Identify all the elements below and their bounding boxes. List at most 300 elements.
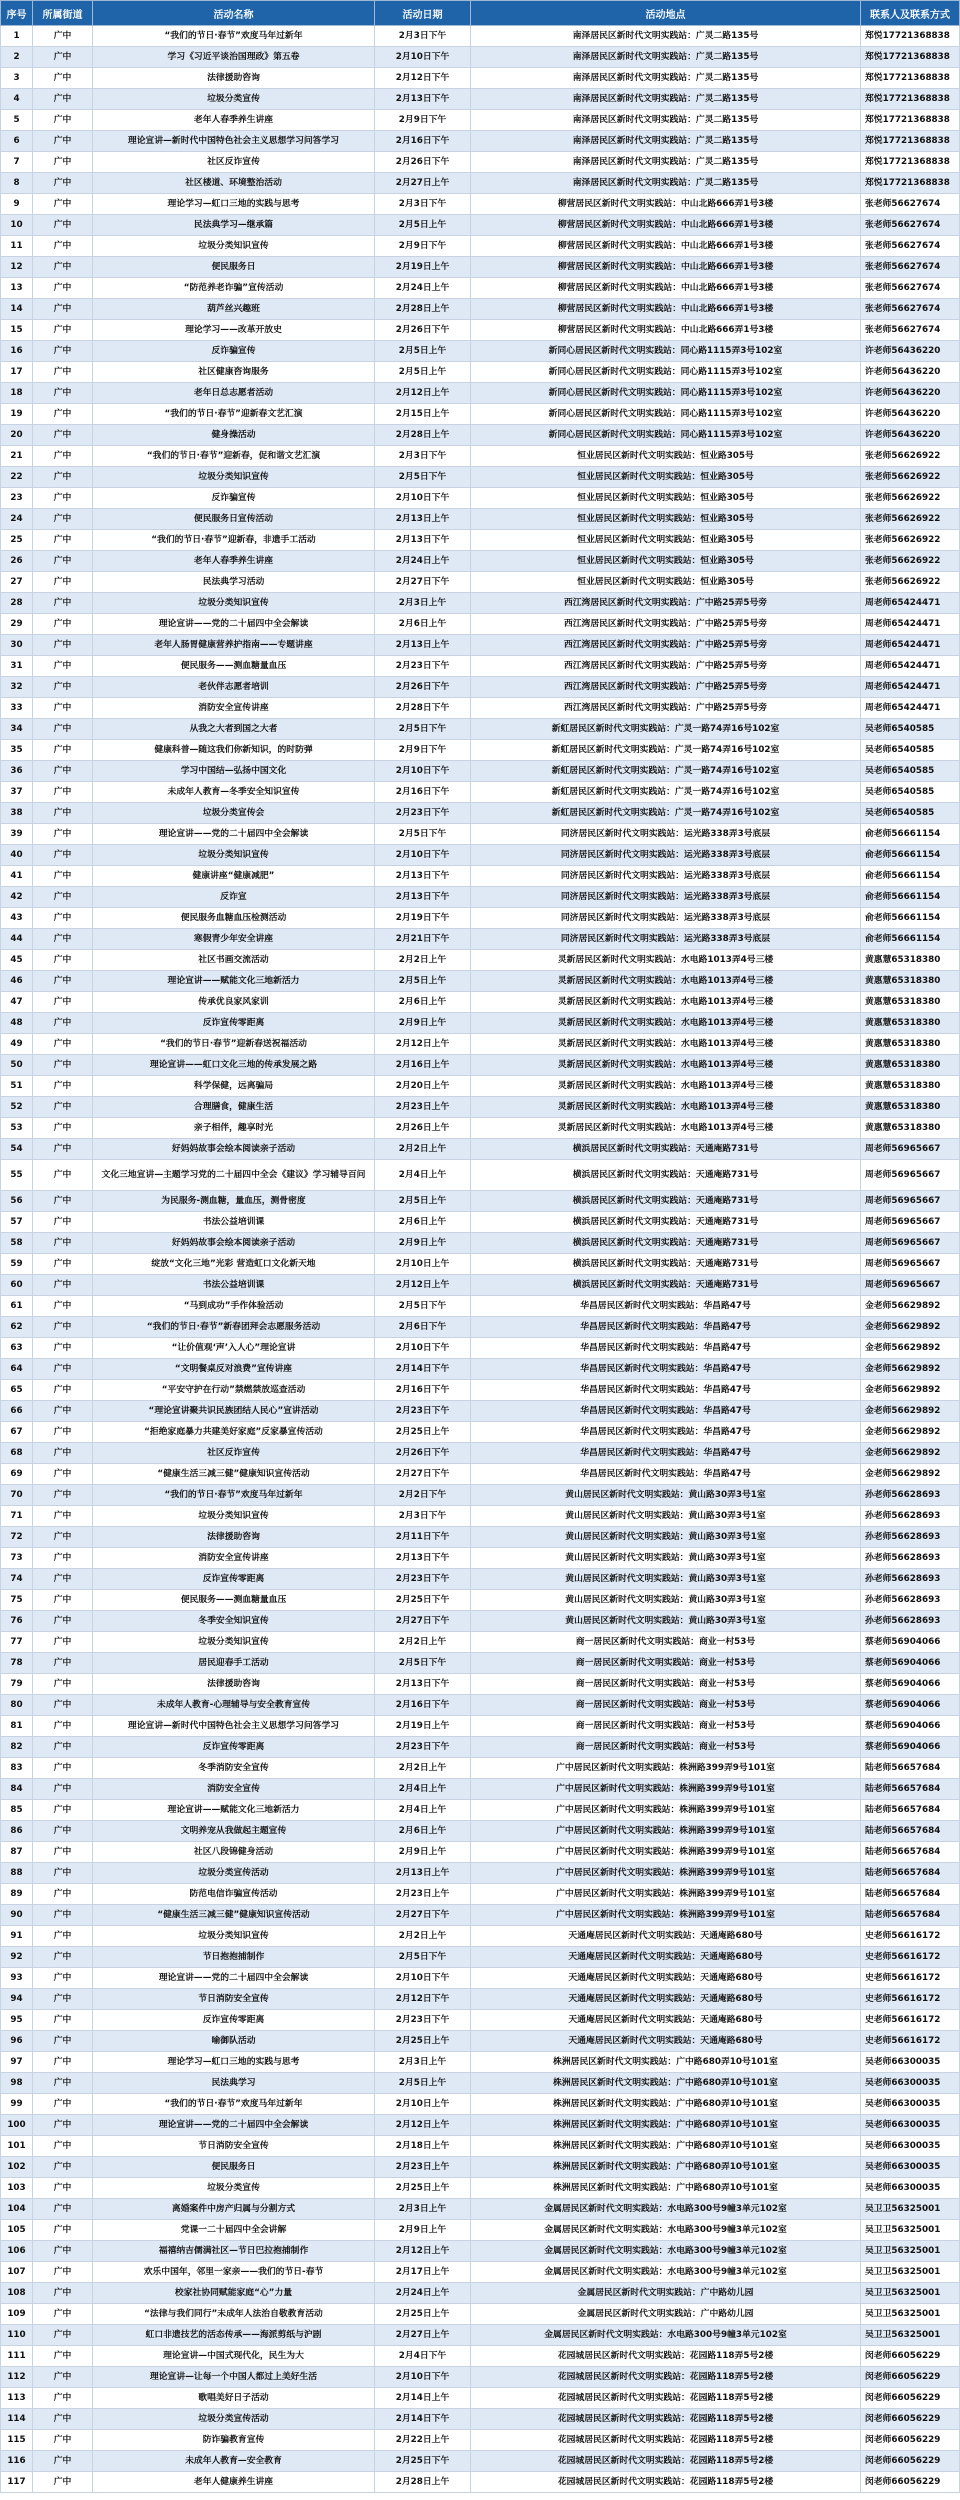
row-contact-cell: 郑悦17721368838 xyxy=(861,173,960,194)
row-date-cell: 2月21日下午 xyxy=(375,929,471,950)
row-location-cell: 广中居民区新时代文明实践站：株洲路399弄9号101室 xyxy=(471,1821,861,1842)
row-contact-cell: 孙老师56628693 xyxy=(861,1611,960,1632)
row-contact-cell: 金老师56629892 xyxy=(861,1443,960,1464)
row-street-cell: 广中 xyxy=(33,509,93,530)
row-location-cell: 商一居民区新时代文明实践站：商业一村53号 xyxy=(471,1653,861,1674)
row-activity-name-cell: 老年人健康养生讲座 xyxy=(93,2472,375,2493)
row-activity-name-cell: 民法典学习活动 xyxy=(93,572,375,593)
row-street-cell: 广中 xyxy=(33,2010,93,2031)
table-row xyxy=(1,782,960,803)
row-street-cell: 广中 xyxy=(33,1905,93,1926)
table-row xyxy=(1,866,960,887)
row-date-cell: 2月23日下午 xyxy=(375,1401,471,1422)
row-date-cell: 2月5日下午 xyxy=(375,467,471,488)
row-contact-cell: 吴卫卫56325001 xyxy=(861,2325,960,2346)
row-activity-name-cell: “我们的节日·春节”欢度马年过新年 xyxy=(93,2094,375,2115)
table-row xyxy=(1,257,960,278)
row-activity-name-cell: 好妈妈故事会绘本阅读亲子活动 xyxy=(93,1233,375,1254)
row-date-cell: 2月3日上午 xyxy=(375,593,471,614)
row-street-cell: 广中 xyxy=(33,1212,93,1233)
table-row xyxy=(1,1338,960,1359)
row-index-cell: 9 xyxy=(1,194,33,215)
row-street-cell: 广中 xyxy=(33,2178,93,2199)
row-activity-name-cell: 便民服务血糖血压检测活动 xyxy=(93,908,375,929)
row-location-cell: 新虹居民区新时代文明实践站：广灵一路74弄16号102室 xyxy=(471,782,861,803)
row-street-cell: 广中 xyxy=(33,929,93,950)
row-contact-cell: 吴老师6540585 xyxy=(861,740,960,761)
row-date-cell: 2月3日上午 xyxy=(375,2199,471,2220)
row-contact-cell: 吴卫卫56325001 xyxy=(861,2304,960,2325)
row-location-cell: 金属居民区新时代文明实践站：水电路300号9幢3单元102室 xyxy=(471,2199,861,2220)
row-activity-name-cell: 节日消防安全宣传 xyxy=(93,1989,375,2010)
row-activity-name-cell: “健康生活三减三健”健康知识宣传活动 xyxy=(93,1464,375,1485)
row-location-cell: 新虹居民区新时代文明实践站：广灵一路74弄16号102室 xyxy=(471,803,861,824)
row-location-cell: 横浜居民区新时代文明实践站：天通庵路731号 xyxy=(471,1275,861,1296)
row-contact-cell: 周老师65424471 xyxy=(861,593,960,614)
row-index-cell: 14 xyxy=(1,299,33,320)
row-location-cell: 西江湾居民区新时代文明实践站：广中路25弄5号旁 xyxy=(471,635,861,656)
row-contact-cell: 郑悦17721368838 xyxy=(861,110,960,131)
row-index-cell: 94 xyxy=(1,1989,33,2010)
row-activity-name-cell: 虹口非遗技艺的活态传承——海派剪纸与沪剧 xyxy=(93,2325,375,2346)
row-street-cell: 广中 xyxy=(33,1611,93,1632)
table-row xyxy=(1,2178,960,2199)
row-index-cell: 30 xyxy=(1,635,33,656)
row-activity-name-cell: 社区书画交流活动 xyxy=(93,950,375,971)
row-date-cell: 2月3日下午 xyxy=(375,26,471,47)
row-activity-name-cell: 民法典学习—继承篇 xyxy=(93,215,375,236)
row-date-cell: 2月25日下午 xyxy=(375,1590,471,1611)
table-row xyxy=(1,2199,960,2220)
row-street-cell: 广中 xyxy=(33,2325,93,2346)
row-index-cell: 17 xyxy=(1,362,33,383)
row-contact-cell: 张老师56627674 xyxy=(861,320,960,341)
row-location-cell: 广中居民区新时代文明实践站：株洲路399弄9号101室 xyxy=(471,1779,861,1800)
table-row xyxy=(1,47,960,68)
row-location-cell: 新虹居民区新时代文明实践站：广灵一路74弄16号102室 xyxy=(471,740,861,761)
row-location-cell: 金属居民区新时代文明实践站：水电路300号9幢3单元102室 xyxy=(471,2325,861,2346)
row-index-cell: 26 xyxy=(1,551,33,572)
row-street-cell: 广中 xyxy=(33,1359,93,1380)
row-activity-name-cell: “我们的节日·春节”迎新春，非遗手工活动 xyxy=(93,530,375,551)
row-date-cell: 2月16日上午 xyxy=(375,1055,471,1076)
row-activity-name-cell: 民法典学习 xyxy=(93,2073,375,2094)
row-date-cell: 2月23日下午 xyxy=(375,2010,471,2031)
row-index-cell: 111 xyxy=(1,2346,33,2367)
row-location-cell: 同济居民区新时代文明实践站：运光路338弄3号底层 xyxy=(471,866,861,887)
row-contact-cell: 史老师56616172 xyxy=(861,1968,960,1989)
row-activity-name-cell: 理论宣讲—中国式现代化，民生为大 xyxy=(93,2346,375,2367)
row-date-cell: 2月23日下午 xyxy=(375,803,471,824)
row-index-cell: 113 xyxy=(1,2388,33,2409)
table-row xyxy=(1,1275,960,1296)
row-location-cell: 恒业居民区新时代文明实践站：恒业路305号 xyxy=(471,446,861,467)
header-index: 序号 xyxy=(1,1,33,26)
row-activity-name-cell: 反诈宣传零距离 xyxy=(93,1569,375,1590)
row-index-cell: 57 xyxy=(1,1212,33,1233)
table-row xyxy=(1,845,960,866)
row-index-cell: 64 xyxy=(1,1359,33,1380)
row-location-cell: 黄山居民区新时代文明实践站：黄山路30弄3号1室 xyxy=(471,1485,861,1506)
row-street-cell: 广中 xyxy=(33,2157,93,2178)
row-location-cell: 新同心居民区新时代文明实践站：同心路1115弄3号102室 xyxy=(471,425,861,446)
row-date-cell: 2月13日上午 xyxy=(375,509,471,530)
row-date-cell: 2月10日下午 xyxy=(375,1968,471,1989)
row-street-cell: 广中 xyxy=(33,1653,93,1674)
row-date-cell: 2月3日上午 xyxy=(375,2052,471,2073)
row-index-cell: 72 xyxy=(1,1527,33,1548)
row-date-cell: 2月13日下午 xyxy=(375,1548,471,1569)
row-location-cell: 新同心居民区新时代文明实践站：同心路1115弄3号102室 xyxy=(471,362,861,383)
row-street-cell: 广中 xyxy=(33,2451,93,2472)
row-contact-cell: 吴老师6540585 xyxy=(861,761,960,782)
table-row xyxy=(1,1989,960,2010)
row-street-cell: 广中 xyxy=(33,740,93,761)
row-street-cell: 广中 xyxy=(33,845,93,866)
row-index-cell: 54 xyxy=(1,1139,33,1160)
row-location-cell: 柳营居民区新时代文明实践站：中山北路666弄1号3楼 xyxy=(471,257,861,278)
row-date-cell: 2月12日下午 xyxy=(375,68,471,89)
row-activity-name-cell: “我们的节日·春节”迎新春文艺汇演 xyxy=(93,404,375,425)
row-date-cell: 2月17日上午 xyxy=(375,2262,471,2283)
row-location-cell: 南泽居民区新时代文明实践站：广灵二路135号 xyxy=(471,26,861,47)
row-location-cell: 恒业居民区新时代文明实践站：恒业路305号 xyxy=(471,572,861,593)
row-location-cell: 新同心居民区新时代文明实践站：同心路1115弄3号102室 xyxy=(471,341,861,362)
row-location-cell: 株洲居民区新时代文明实践站：广中路680弄10号101室 xyxy=(471,2115,861,2136)
row-date-cell: 2月5日上午 xyxy=(375,341,471,362)
table-row xyxy=(1,2241,960,2262)
row-index-cell: 18 xyxy=(1,383,33,404)
row-activity-name-cell: “法律与我们同行”未成年人法治自敬教育活动 xyxy=(93,2304,375,2325)
table-row xyxy=(1,488,960,509)
row-street-cell: 广中 xyxy=(33,2073,93,2094)
table-row xyxy=(1,1233,960,1254)
row-contact-cell: 金老师56629892 xyxy=(861,1338,960,1359)
row-street-cell: 广中 xyxy=(33,2283,93,2304)
row-contact-cell: 史老师56616172 xyxy=(861,1926,960,1947)
row-index-cell: 41 xyxy=(1,866,33,887)
row-index-cell: 65 xyxy=(1,1380,33,1401)
row-date-cell: 2月23日上午 xyxy=(375,1884,471,1905)
row-contact-cell: 张老师56626922 xyxy=(861,488,960,509)
row-street-cell: 广中 xyxy=(33,1338,93,1359)
row-street-cell: 广中 xyxy=(33,2199,93,2220)
row-street-cell: 广中 xyxy=(33,2304,93,2325)
row-contact-cell: 吴老师66300035 xyxy=(861,2157,960,2178)
row-index-cell: 6 xyxy=(1,131,33,152)
row-index-cell: 63 xyxy=(1,1338,33,1359)
row-contact-cell: 蔡老师56904066 xyxy=(861,1737,960,1758)
row-index-cell: 106 xyxy=(1,2241,33,2262)
table-row xyxy=(1,1905,960,1926)
row-location-cell: 株洲居民区新时代文明实践站：广中路680弄10号101室 xyxy=(471,2136,861,2157)
row-contact-cell: 吴老师66300035 xyxy=(861,2094,960,2115)
row-street-cell: 广中 xyxy=(33,1989,93,2010)
row-contact-cell: 周老师56965667 xyxy=(861,1160,960,1191)
row-index-cell: 114 xyxy=(1,2409,33,2430)
table-row xyxy=(1,1139,960,1160)
row-contact-cell: 史老师56616172 xyxy=(861,2031,960,2052)
row-index-cell: 53 xyxy=(1,1118,33,1139)
row-street-cell: 广中 xyxy=(33,2241,93,2262)
row-street-cell: 广中 xyxy=(33,803,93,824)
table-row xyxy=(1,593,960,614)
row-location-cell: 同济居民区新时代文明实践站：运光路338弄3号底层 xyxy=(471,845,861,866)
table-row xyxy=(1,236,960,257)
row-location-cell: 灵新居民区新时代文明实践站：水电路1013弄4号三楼 xyxy=(471,992,861,1013)
row-location-cell: 天通庵居民区新时代文明实践站：天通庵路680号 xyxy=(471,2010,861,2031)
row-location-cell: 南泽居民区新时代文明实践站：广灵二路135号 xyxy=(471,152,861,173)
row-date-cell: 2月27日下午 xyxy=(375,1905,471,1926)
row-contact-cell: 黄惠慧65318380 xyxy=(861,1076,960,1097)
row-date-cell: 2月9日下午 xyxy=(375,740,471,761)
row-activity-name-cell: 垃圾分类宣传 xyxy=(93,2178,375,2199)
table-row xyxy=(1,1296,960,1317)
table-row xyxy=(1,2262,960,2283)
table-row xyxy=(1,698,960,719)
table-row xyxy=(1,1076,960,1097)
row-location-cell: 黄山居民区新时代文明实践站：黄山路30弄3号1室 xyxy=(471,1569,861,1590)
row-contact-cell: 陆老师56657684 xyxy=(861,1863,960,1884)
row-contact-cell: 吴卫卫56325001 xyxy=(861,2241,960,2262)
row-street-cell: 广中 xyxy=(33,572,93,593)
row-date-cell: 2月23日上午 xyxy=(375,2157,471,2178)
row-contact-cell: 蔡老师56904066 xyxy=(861,1716,960,1737)
table-row xyxy=(1,1254,960,1275)
row-street-cell: 广中 xyxy=(33,761,93,782)
row-date-cell: 2月13日下午 xyxy=(375,89,471,110)
row-activity-name-cell: 书法公益培训课 xyxy=(93,1212,375,1233)
row-location-cell: 横浜居民区新时代文明实践站：天通庵路731号 xyxy=(471,1233,861,1254)
row-index-cell: 83 xyxy=(1,1758,33,1779)
row-street-cell: 广中 xyxy=(33,1380,93,1401)
row-location-cell: 商一居民区新时代文明实践站：商业一村53号 xyxy=(471,1674,861,1695)
table-row xyxy=(1,1758,960,1779)
row-street-cell: 广中 xyxy=(33,1097,93,1118)
row-activity-name-cell: “理论宣讲聚共识民族团结人民心”宣讲活动 xyxy=(93,1401,375,1422)
row-street-cell: 广中 xyxy=(33,1139,93,1160)
row-activity-name-cell: 社区健康咨询服务 xyxy=(93,362,375,383)
row-street-cell: 广中 xyxy=(33,950,93,971)
row-contact-cell: 吴老师66300035 xyxy=(861,2073,960,2094)
row-location-cell: 广中居民区新时代文明实践站：株洲路399弄9号101室 xyxy=(471,1800,861,1821)
row-street-cell: 广中 xyxy=(33,173,93,194)
row-location-cell: 商一居民区新时代文明实践站：商业一村53号 xyxy=(471,1695,861,1716)
table-row xyxy=(1,1884,960,1905)
row-activity-name-cell: “健康生活三减三健”健康知识宣传活动 xyxy=(93,1905,375,1926)
row-index-cell: 4 xyxy=(1,89,33,110)
row-date-cell: 2月2日下午 xyxy=(375,1485,471,1506)
row-contact-cell: 周老师65424471 xyxy=(861,614,960,635)
row-location-cell: 花园城居民区新时代文明实践站：花园路118弄5号2楼 xyxy=(471,2409,861,2430)
row-location-cell: 天通庵居民区新时代文明实践站：天通庵路680号 xyxy=(471,1926,861,1947)
row-index-cell: 59 xyxy=(1,1254,33,1275)
row-activity-name-cell: 歌唱美好日子活动 xyxy=(93,2388,375,2409)
row-location-cell: 横浜居民区新时代文明实践站：天通庵路731号 xyxy=(471,1191,861,1212)
table-row xyxy=(1,1013,960,1034)
row-contact-cell: 吴老师66300035 xyxy=(861,2052,960,2073)
row-location-cell: 恒业居民区新时代文明实践站：恒业路305号 xyxy=(471,551,861,572)
row-date-cell: 2月3日下午 xyxy=(375,446,471,467)
row-street-cell: 广中 xyxy=(33,320,93,341)
row-date-cell: 2月5日下午 xyxy=(375,1296,471,1317)
row-date-cell: 2月27日上午 xyxy=(375,2325,471,2346)
row-index-cell: 48 xyxy=(1,1013,33,1034)
row-street-cell: 广中 xyxy=(33,1632,93,1653)
table-row xyxy=(1,2325,960,2346)
row-location-cell: 横浜居民区新时代文明实践站：天通庵路731号 xyxy=(471,1139,861,1160)
row-contact-cell: 陆老师56657684 xyxy=(861,1800,960,1821)
row-index-cell: 78 xyxy=(1,1653,33,1674)
row-location-cell: 新虹居民区新时代文明实践站：广灵一路74弄16号102室 xyxy=(471,761,861,782)
row-activity-name-cell: 反诈宣传零距离 xyxy=(93,2010,375,2031)
row-index-cell: 11 xyxy=(1,236,33,257)
row-index-cell: 87 xyxy=(1,1842,33,1863)
row-index-cell: 71 xyxy=(1,1506,33,1527)
row-date-cell: 2月5日上午 xyxy=(375,1191,471,1212)
row-contact-cell: 吴卫卫56325001 xyxy=(861,2199,960,2220)
row-activity-name-cell: 理论宣讲——赋能文化三地新活力 xyxy=(93,1800,375,1821)
row-index-cell: 56 xyxy=(1,1191,33,1212)
row-street-cell: 广中 xyxy=(33,152,93,173)
row-index-cell: 80 xyxy=(1,1695,33,1716)
row-street-cell: 广中 xyxy=(33,1076,93,1097)
row-date-cell: 2月11日下午 xyxy=(375,1527,471,1548)
row-index-cell: 52 xyxy=(1,1097,33,1118)
row-date-cell: 2月27日下午 xyxy=(375,1464,471,1485)
row-date-cell: 2月15日上午 xyxy=(375,404,471,425)
row-index-cell: 15 xyxy=(1,320,33,341)
row-date-cell: 2月13日下午 xyxy=(375,866,471,887)
table-row xyxy=(1,131,960,152)
row-index-cell: 25 xyxy=(1,530,33,551)
row-activity-name-cell: 书法公益培训课 xyxy=(93,1275,375,1296)
row-activity-name-cell: 垃圾分类知识宣传 xyxy=(93,236,375,257)
row-street-cell: 广中 xyxy=(33,299,93,320)
row-contact-cell: 吴老师6540585 xyxy=(861,719,960,740)
row-activity-name-cell: 垃圾分类知识宣传 xyxy=(93,1632,375,1653)
table-row xyxy=(1,824,960,845)
row-date-cell: 2月13日上午 xyxy=(375,635,471,656)
row-date-cell: 2月9日上午 xyxy=(375,1013,471,1034)
row-date-cell: 2月6日下午 xyxy=(375,1317,471,1338)
table-row xyxy=(1,278,960,299)
row-activity-name-cell: 理论宣讲——虹口文化三地的传承发展之路 xyxy=(93,1055,375,1076)
table-row xyxy=(1,1653,960,1674)
row-contact-cell: 许老师56436220 xyxy=(861,362,960,383)
row-location-cell: 商一居民区新时代文明实践站：商业一村53号 xyxy=(471,1632,861,1653)
row-index-cell: 27 xyxy=(1,572,33,593)
row-street-cell: 广中 xyxy=(33,1034,93,1055)
table-row xyxy=(1,1191,960,1212)
table-row xyxy=(1,614,960,635)
row-activity-name-cell: 防范电信诈骗宣传活动 xyxy=(93,1884,375,1905)
row-date-cell: 2月26日下午 xyxy=(375,320,471,341)
row-contact-cell: 俞老师56661154 xyxy=(861,908,960,929)
table-row xyxy=(1,719,960,740)
table-row xyxy=(1,152,960,173)
row-location-cell: 同济居民区新时代文明实践站：运光路338弄3号底层 xyxy=(471,824,861,845)
table-row xyxy=(1,677,960,698)
row-contact-cell: 陆老师56657684 xyxy=(861,1821,960,1842)
row-location-cell: 柳营居民区新时代文明实践站：中山北路666弄1号3楼 xyxy=(471,278,861,299)
row-street-cell: 广中 xyxy=(33,2409,93,2430)
row-street-cell: 广中 xyxy=(33,2136,93,2157)
table-row xyxy=(1,1485,960,1506)
row-activity-name-cell: 老伙伴志愿者培训 xyxy=(93,677,375,698)
row-date-cell: 2月13日上午 xyxy=(375,1863,471,1884)
table-row xyxy=(1,1055,960,1076)
row-location-cell: 南泽居民区新时代文明实践站：广灵二路135号 xyxy=(471,68,861,89)
row-activity-name-cell: 消防安全宣传讲座 xyxy=(93,698,375,719)
row-index-cell: 105 xyxy=(1,2220,33,2241)
row-contact-cell: 周老师56965667 xyxy=(861,1275,960,1296)
row-date-cell: 2月14日下午 xyxy=(375,2409,471,2430)
table-row xyxy=(1,803,960,824)
table-row xyxy=(1,1779,960,1800)
row-location-cell: 天通庵居民区新时代文明实践站：天通庵路680号 xyxy=(471,1989,861,2010)
row-index-cell: 107 xyxy=(1,2262,33,2283)
table-row xyxy=(1,194,960,215)
row-location-cell: 西江湾居民区新时代文明实践站：广中路25弄5号旁 xyxy=(471,614,861,635)
row-street-cell: 广中 xyxy=(33,257,93,278)
row-location-cell: 华昌居民区新时代文明实践站：华昌路47号 xyxy=(471,1317,861,1338)
row-contact-cell: 蔡老师56904066 xyxy=(861,1632,960,1653)
row-activity-name-cell: 未成年人教育—冬季安全知识宣传 xyxy=(93,782,375,803)
row-street-cell: 广中 xyxy=(33,2430,93,2451)
row-contact-cell: 俞老师56661154 xyxy=(861,845,960,866)
row-date-cell: 2月25日上午 xyxy=(375,1422,471,1443)
table-row xyxy=(1,320,960,341)
row-street-cell: 广中 xyxy=(33,1443,93,1464)
row-street-cell: 广中 xyxy=(33,1506,93,1527)
row-activity-name-cell: “防范养老诈骗”宣传活动 xyxy=(93,278,375,299)
row-activity-name-cell: 反诈宣 xyxy=(93,887,375,908)
row-street-cell: 广中 xyxy=(33,1947,93,1968)
row-date-cell: 2月9日上午 xyxy=(375,1233,471,1254)
row-location-cell: 灵新居民区新时代文明实践站：水电路1013弄4号三楼 xyxy=(471,1097,861,1118)
row-activity-name-cell: 社区反诈宣传 xyxy=(93,1443,375,1464)
row-activity-name-cell: 好妈妈故事会绘本阅读亲子活动 xyxy=(93,1139,375,1160)
row-street-cell: 广中 xyxy=(33,1296,93,1317)
table-row xyxy=(1,1800,960,1821)
row-activity-name-cell: 学习《习近平谈治国理政》第五卷 xyxy=(93,47,375,68)
row-index-cell: 21 xyxy=(1,446,33,467)
row-date-cell: 2月26日下午 xyxy=(375,152,471,173)
row-street-cell: 广中 xyxy=(33,68,93,89)
row-activity-name-cell: 老年人肠胃健康营养护指南——专题讲座 xyxy=(93,635,375,656)
row-location-cell: 花园城居民区新时代文明实践站：花园路118弄5号2楼 xyxy=(471,2367,861,2388)
row-date-cell: 2月9日下午 xyxy=(375,110,471,131)
row-activity-name-cell: 冬季消防安全宣传 xyxy=(93,1758,375,1779)
table-row xyxy=(1,2031,960,2052)
row-index-cell: 47 xyxy=(1,992,33,1013)
table-row xyxy=(1,1674,960,1695)
row-date-cell: 2月5日下午 xyxy=(375,719,471,740)
row-street-cell: 广中 xyxy=(33,1800,93,1821)
table-row xyxy=(1,1422,960,1443)
table-row xyxy=(1,2115,960,2136)
row-activity-name-cell: “平安守护在行动”禁燃禁放巡查活动 xyxy=(93,1380,375,1401)
row-street-cell: 广中 xyxy=(33,89,93,110)
row-street-cell: 广中 xyxy=(33,719,93,740)
table-body xyxy=(1,26,960,2493)
row-date-cell: 2月10日下午 xyxy=(375,2367,471,2388)
row-activity-name-cell: 便民服务日宣传活动 xyxy=(93,509,375,530)
row-index-cell: 1 xyxy=(1,26,33,47)
row-index-cell: 33 xyxy=(1,698,33,719)
row-index-cell: 46 xyxy=(1,971,33,992)
